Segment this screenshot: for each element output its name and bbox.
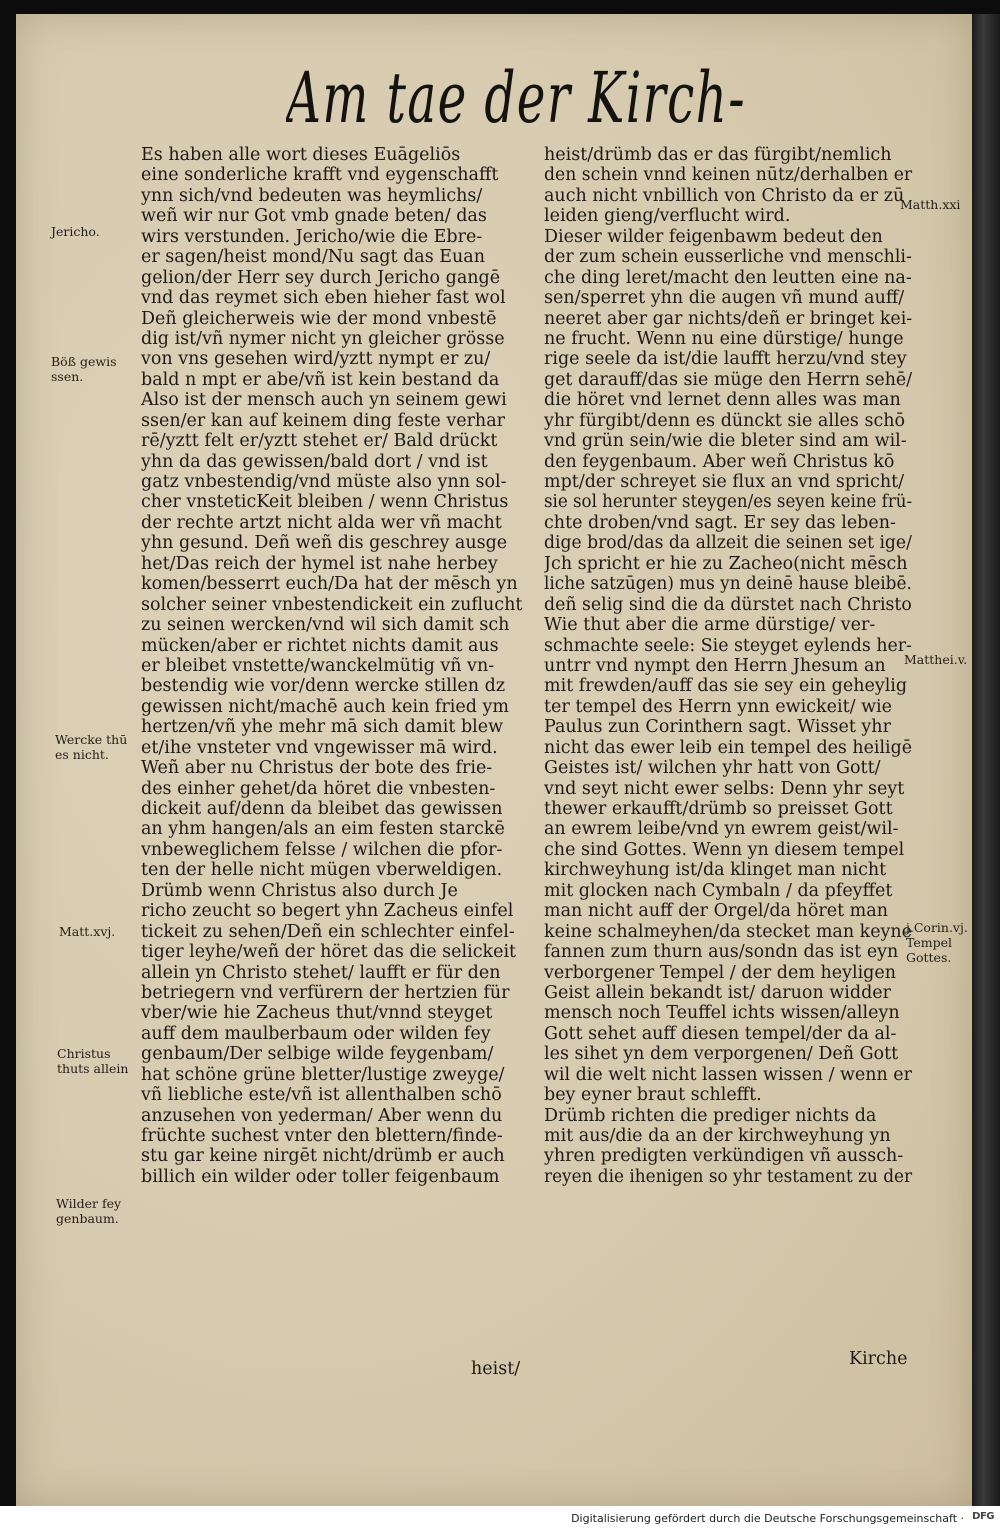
text-line: reyen die ihenigen so yhr testament zu der bbox=[544, 1166, 913, 1187]
text-line: get darauff/das sie müge den Herrn sehē/ bbox=[544, 369, 913, 390]
text-line: Paulus zun Corinthern sagt. Wisset yhr bbox=[544, 717, 891, 738]
text-line: Es haben alle wort dieses Euāgeliōs bbox=[141, 145, 461, 165]
text-line: an yhm hangen/als an eim festen starckē bbox=[141, 819, 505, 840]
text-line: weñ wir nur Got vmb gnade beten/ das bbox=[141, 206, 487, 227]
text-line: tiger leyhe/weñ der höret das die selickeit bbox=[141, 942, 517, 963]
margin-note-line: Christus bbox=[57, 1046, 111, 1061]
text-line: bald n mpt er abe/vñ ist kein bestand da bbox=[141, 369, 500, 390]
text-line: tickeit zu sehen/Deñ ein schlechter einfel- bbox=[141, 921, 515, 942]
margin-note-corinth bbox=[906, 920, 968, 965]
margin-note-line: j.Corin.vj. bbox=[906, 920, 968, 935]
text-line: eine sonderliche krafft vnd eygenschafft bbox=[141, 165, 499, 186]
margin-note-line: Wercke thū bbox=[55, 732, 128, 747]
text-line: solcher seiner vnbestendickeit ein zuflucht bbox=[141, 594, 523, 615]
text-line: Jch spricht er hie zu Zacheo(nicht mēsch bbox=[544, 553, 908, 574]
text-line: vber/wie hie Zacheus thut/vnnd steyget bbox=[141, 1003, 493, 1024]
text-line: leiden gieng/verflucht wird. bbox=[544, 206, 791, 227]
margin-note-line: Matth.xxi bbox=[900, 197, 961, 212]
margin-note-jericho bbox=[51, 224, 100, 239]
text-line: an ewrem leibe/vnd yn ewrem geist/wil- bbox=[544, 819, 899, 840]
left-text-column bbox=[141, 145, 536, 1187]
footer-credit: Digitalisierung gefördert durch die Deutsche Forschungsgemeinschaft · bbox=[571, 1512, 964, 1525]
text-line: schmachte seele: Sie steyget eylends her- bbox=[544, 635, 912, 656]
text-line: keine schalmeyhen/da stecket man keyne bbox=[544, 921, 912, 942]
left-catchword: heist/ bbox=[471, 1359, 521, 1379]
text-line: vnd grün sein/wie die bleter sind am wil- bbox=[544, 431, 907, 452]
text-line: betriegern vnd verfürern der hertzien für bbox=[141, 982, 510, 1003]
text-line: der zum schein eusserliche vnd menschli- bbox=[544, 247, 912, 268]
text-line: man nicht auff der Orgel/da höret man bbox=[544, 901, 888, 922]
text-line: les sihet yn dem verporgenen/ Deñ Gott bbox=[544, 1044, 899, 1065]
margin-note-wilder-feygenbaum bbox=[56, 1196, 121, 1226]
text-line: vñ liebliche este/vñ ist allenthalben schō bbox=[141, 1085, 502, 1106]
text-line: Geistes ist/ wilchen yhr hatt von Gott/ bbox=[544, 758, 881, 779]
text-line: fannen zum thurn aus/sondn das ist eyn bbox=[544, 942, 899, 963]
text-line: sie sol herunter steygen/es seyen keine frü- bbox=[544, 492, 913, 513]
text-line: het/Das reich der hymel ist nahe herbey bbox=[141, 553, 498, 574]
text-line: der rechte artzt nicht alda wer vñ macht bbox=[141, 512, 502, 533]
text-line: dickeit auf/denn da bleibet das gewissen bbox=[141, 799, 503, 819]
text-line: ssen/er kan auf keinem ding feste verhar bbox=[141, 410, 506, 431]
text-line: che sind Gottes. Wenn yn diesem tempel bbox=[544, 839, 905, 860]
text-line: wil die welt nicht lassen wissen / wenn er bbox=[544, 1064, 912, 1085]
text-line: anzusehen von yederman/ Aber wenn du bbox=[141, 1105, 503, 1126]
text-line: yhn da das gewissen/bald dort / vnd ist bbox=[141, 451, 488, 472]
text-line: genbaum/Der selbige wilde feygenbam/ bbox=[141, 1044, 494, 1065]
text-line: billich ein wilder oder toller feigenbaum bbox=[141, 1166, 500, 1187]
text-line: Weñ aber nu Christus der bote des frie- bbox=[141, 758, 493, 779]
margin-note-line: Gottes. bbox=[906, 950, 952, 965]
text-line: ynn sich/vnd bedeuten was heymlichs/ bbox=[141, 185, 483, 206]
text-line: bestendig wie vor/denn wercke stillen dz bbox=[141, 676, 506, 697]
text-line: deñ selig sind die da dürstet nach Christo bbox=[544, 594, 912, 615]
margin-note-line: genbaum. bbox=[56, 1211, 119, 1226]
text-line: rē/yztt felt er/yztt stehet er/ Bald drückt bbox=[141, 431, 498, 452]
text-line: thewer erkaufft/drümb so preisset Gott bbox=[544, 799, 893, 819]
text-line: früchte suchest vnter den blettern/finde- bbox=[141, 1126, 503, 1146]
scanned-page bbox=[16, 14, 972, 1506]
text-line: mit frewden/auff das sie sey ein geheylig bbox=[544, 676, 908, 697]
text-line: kirchweyhung ist/da klinget man nicht bbox=[544, 860, 887, 881]
text-line: untrr vnd nympt den Herrn Jhesum an bbox=[544, 655, 886, 676]
text-line: Drümb richten die prediger nichts da bbox=[544, 1105, 877, 1126]
text-line: yhren predigten verkündigen vñ aussch- bbox=[544, 1146, 904, 1167]
text-line: vnbeweglichem felsse / wilchen die pfor- bbox=[141, 839, 503, 860]
text-line: allein yn Christo stehet/ laufft er für den bbox=[141, 962, 501, 983]
right-text-column bbox=[544, 145, 916, 1187]
text-line: cher vnsteticKeit bleiben / wenn Christus bbox=[141, 492, 509, 513]
text-line: den feygenbaum. Aber weñ Christus kō bbox=[544, 451, 895, 472]
text-line: gelion/der Herr sey durch Jericho gangē bbox=[141, 267, 501, 288]
text-line: komen/besserrt euch/Da hat der mēsch yn bbox=[141, 574, 518, 595]
text-line: auch nicht vnbillich von Christo da er zū bbox=[544, 185, 905, 206]
text-line: che ding leret/macht den leutten eine na- bbox=[544, 267, 912, 288]
margin-note-line: Wilder fey bbox=[56, 1196, 122, 1211]
text-line: zu seinen wercken/vnd wil sich damit sch bbox=[141, 615, 510, 636]
text-line: von vns gesehen wird/yztt nympt er zu/ bbox=[141, 349, 491, 370]
text-line: mit aus/die da an der kirchweyhung yn bbox=[544, 1126, 891, 1146]
text-line: mensch noch Teuffel ichts wissen/alleyn bbox=[544, 1003, 900, 1024]
text-line: Also ist der mensch auch yn seinem gewi bbox=[141, 390, 507, 411]
text-line: liche satzūgen) mus yn deinē hause bleibē. bbox=[544, 574, 912, 595]
text-line: den schein vnnd keinen nūtz/derhalben er bbox=[544, 165, 913, 186]
text-line: vnd das reymet sich eben hieher fast wol bbox=[141, 288, 506, 309]
text-line: hat schöne grüne bletter/lustige zweyge/ bbox=[141, 1064, 505, 1085]
text-line: stu gar keine nirgēt nicht/drümb er auch bbox=[141, 1146, 505, 1167]
text-line: Deñ gleicherweis wie der mond vnbestē bbox=[141, 308, 497, 329]
margin-note-line: ssen. bbox=[51, 369, 84, 384]
text-line: die höret vnd lernet denn alles was man bbox=[544, 390, 901, 411]
text-line: gatz vnbestendig/vnd müste also ynn sol- bbox=[141, 472, 507, 492]
margin-note-line: Böß gewis bbox=[51, 354, 117, 369]
text-line: mit glocken nach Cymbaln / da pfeyffet bbox=[544, 880, 893, 901]
text-line: mpt/der schreyet sie flux an vnd spricht/ bbox=[544, 472, 905, 492]
text-line: hertzen/vñ yhe mehr mā sich damit blew bbox=[141, 717, 504, 738]
text-line: gewissen nicht/machē auch kein fried ym bbox=[141, 696, 509, 717]
right-catchword: Kirche bbox=[849, 1349, 908, 1369]
text-line: mücken/aber er richtet nichts damit aus bbox=[141, 635, 499, 656]
text-line: nicht das ewer leib ein tempel des heiligē bbox=[544, 737, 912, 758]
margin-note-boss-gewissen bbox=[51, 354, 117, 384]
margin-note-matth-v bbox=[904, 652, 967, 667]
text-line: Geist allein bekandt ist/ daruon widder bbox=[544, 982, 892, 1003]
text-line: bey eyner braut schlefft. bbox=[544, 1085, 762, 1106]
margin-note-wercke bbox=[55, 732, 127, 762]
text-line: ne frucht. Wenn nu eine dürstige/ hunge bbox=[544, 328, 904, 349]
text-line: dige brod/das da allzeit die seinen set ige/ bbox=[544, 533, 912, 554]
text-line: er sagen/heist mond/Nu sagt das Euan bbox=[141, 247, 486, 268]
margin-note-line: Matt.xvj. bbox=[59, 924, 116, 939]
text-line: wirs verstunden. Jericho/wie die Ebre- bbox=[141, 226, 483, 247]
text-line: auff dem maulberbaum oder wilden fey bbox=[141, 1023, 491, 1044]
text-line: ten der helle nicht mügen vberweldigen. bbox=[141, 860, 503, 881]
text-line: chte droben/vnd sagt. Er sey das leben- bbox=[544, 512, 896, 533]
margin-note-line: thuts allein bbox=[57, 1061, 129, 1076]
margin-note-matth-xvi bbox=[59, 924, 115, 939]
text-line: des einher gehet/da höret die vnbesten- bbox=[141, 778, 496, 799]
margin-note-line: Matthei.v. bbox=[904, 652, 968, 667]
text-line: sen/sperret yhn die augen vñ mund auff/ bbox=[544, 288, 905, 309]
text-line: ter tempel des Herrn ynn ewickeit/ wie bbox=[544, 696, 893, 717]
margin-note-line: Jericho. bbox=[51, 224, 100, 239]
margin-note-matth-xxi bbox=[900, 197, 960, 212]
text-line: yhr fürgibt/denn es dünckt sie alles schō bbox=[544, 410, 906, 431]
text-line: Drümb wenn Christus also durch Je bbox=[141, 880, 458, 901]
scanner-edge-strip bbox=[972, 14, 1000, 1506]
text-line: Dieser wilder feigenbawm bedeut den bbox=[544, 226, 883, 247]
text-line: richo zeucht so begert yhn Zacheus einfel bbox=[141, 901, 514, 922]
text-line: yhn gesund. Deñ weñ dis geschrey ausge bbox=[141, 533, 508, 554]
margin-note-line: Tempel bbox=[906, 935, 953, 950]
dfg-logo: DFG bbox=[972, 1511, 994, 1522]
text-line: dig ist/vñ nymer nicht yn gleicher grösse bbox=[141, 328, 505, 349]
text-line: Gott sehet auff diesen tempel/der da al- bbox=[544, 1023, 897, 1044]
text-line: et/ihe vnsteter vnd vngewisser mā wird. bbox=[141, 737, 498, 758]
text-line: verborgener Tempel / der dem heyligen bbox=[544, 962, 897, 983]
text-line: neeret aber gar nichts/deñ er bringet kei- bbox=[544, 308, 913, 329]
text-line: heist/drümb das er das fürgibt/nemlich bbox=[544, 145, 892, 165]
text-line: vnd seyt nicht ewer selbs: Denn yhr seyt bbox=[544, 778, 905, 799]
text-line: Wie thut aber die arme dürstige/ ver- bbox=[544, 615, 876, 636]
text-line: er bleibet vnstette/wanckelmütig vñ vn- bbox=[141, 655, 495, 676]
margin-note-christus-thuts bbox=[57, 1046, 128, 1076]
margin-note-line: es nicht. bbox=[55, 747, 109, 762]
text-line: rige seele da ist/die laufft herzu/vnd stey bbox=[544, 349, 907, 370]
page-title: Am tae der Kirch- bbox=[286, 57, 747, 139]
